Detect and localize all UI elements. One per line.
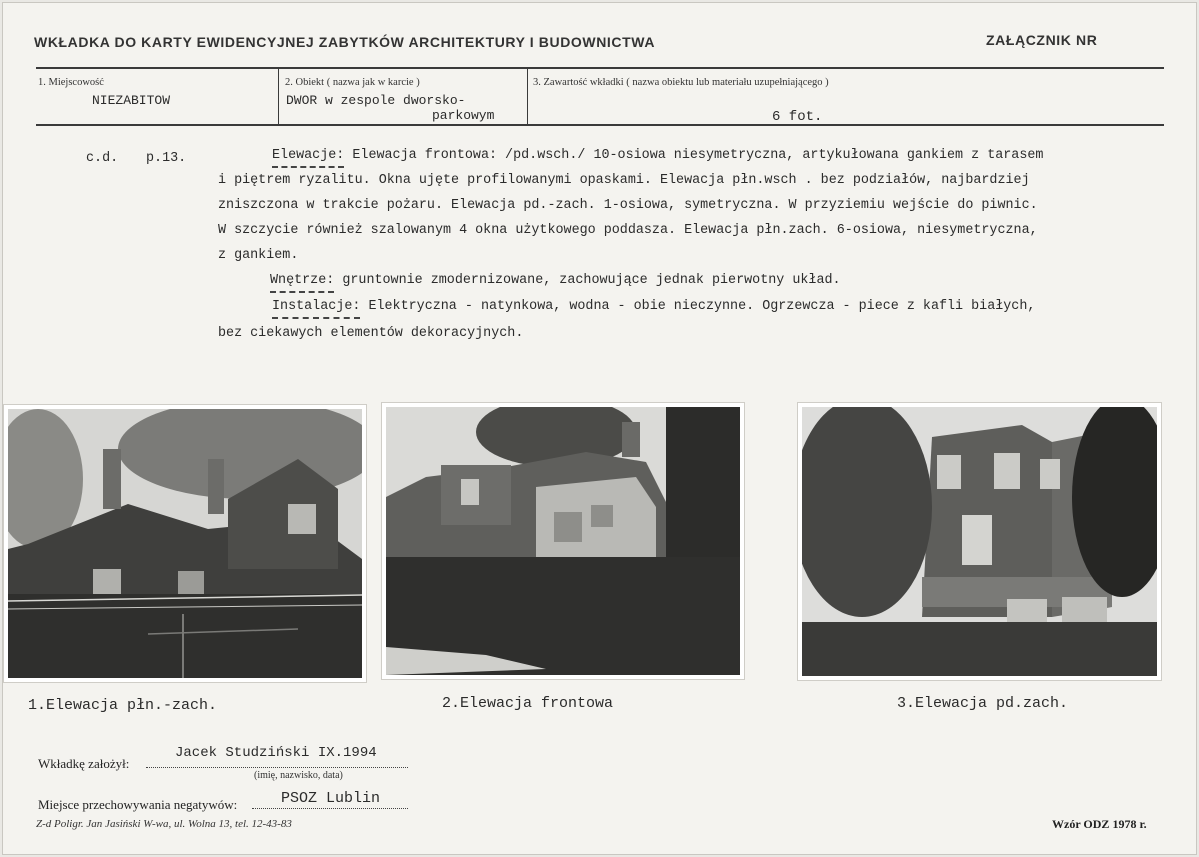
contents-value: 6 fot. bbox=[772, 109, 823, 125]
field-divider-1 bbox=[278, 69, 279, 125]
photo-1-image bbox=[8, 409, 362, 678]
created-by-hint: (imię, nazwisko, data) bbox=[254, 770, 343, 781]
fields-bottom-rule bbox=[36, 124, 1164, 126]
photo-2-frame bbox=[381, 402, 745, 680]
sheet-title: WKŁADKA DO KARTY EWIDENCYJNEJ ZABYTKÓW ARCHITEKTURY I BUDOWNICTWA bbox=[34, 34, 656, 50]
facade-text-1: Elewacja frontowa: /pd.wsch./ 10-osiowa niesymetryczna, artykułowana gankiem z tarasem bbox=[352, 148, 1044, 163]
negatives-label: Miejsce przechowywania negatywów: bbox=[38, 797, 238, 812]
facade-line-3: zniszczona w trakcie pożaru. Elewacja pd.-zach. 1-osiowa, symetryczna. W przyziemiu wejście do piwnic. bbox=[218, 198, 1038, 213]
ref-continued: c.d. bbox=[86, 151, 119, 166]
place-label: 1. Miejscowość bbox=[38, 77, 104, 88]
field-divider-2 bbox=[527, 69, 528, 125]
created-by-value: Jacek Studziński IX.1994 bbox=[175, 745, 377, 761]
photo-1-frame bbox=[3, 404, 367, 683]
annex-label: ZAŁĄCZNIK NR bbox=[986, 32, 1098, 48]
object-value-line-2: parkowym bbox=[432, 108, 495, 123]
photo-1-caption: 1.Elewacja płn.-zach. bbox=[28, 697, 218, 714]
install-text-1: Elektryczna - natynkowa, wodna - obie nieczynne. Ogrzewcza - piece z kafli białych, bbox=[368, 299, 1036, 314]
facade-heading: Elewacje: bbox=[272, 148, 345, 163]
interior-heading: Wnętrze: bbox=[270, 273, 335, 288]
place-value: NIEZABITOW bbox=[92, 93, 171, 108]
photo-3-image bbox=[802, 407, 1157, 676]
photo-3-caption: 3.Elewacja pd.zach. bbox=[897, 695, 1069, 712]
facade-line-2: i piętrem ryzalitu. Okna ujęte profilowanymi opaskami. Elewacja płn.wsch . bez podziałów, najbardziej bbox=[218, 173, 1030, 188]
contents-label: 3. Zawartość wkładki ( nazwa obiektu lub materiału uzupełniającego ) bbox=[533, 77, 829, 88]
negatives-dotline bbox=[252, 808, 408, 809]
ref-page: p.13. bbox=[146, 151, 187, 166]
photo-2-image bbox=[386, 407, 740, 675]
interior-line bbox=[270, 273, 841, 288]
negatives-value: PSOZ Lublin bbox=[281, 790, 381, 807]
facade-line-4: W szczycie również szalowanym 4 okna użytkowego poddasza. Elewacja płn.zach. 6-osiowa, niesymetryczna, bbox=[218, 223, 1038, 238]
printer-imprint: Z-d Poligr. Jan Jasiński W-wa, ul. Wolna 13, tel. 12-43-83 bbox=[36, 818, 292, 830]
created-by-dotline bbox=[146, 767, 408, 768]
object-value-line-1: DWOR w zespole dworsko- bbox=[286, 93, 466, 108]
facade-line-5: z gankiem. bbox=[218, 248, 299, 263]
top-rule bbox=[36, 67, 1164, 69]
interior-text: gruntownie zmodernizowane, zachowujące jednak pierwotny układ. bbox=[342, 273, 841, 288]
install-heading: Instalacje: bbox=[272, 299, 361, 314]
install-line-1 bbox=[272, 299, 1035, 314]
form-designation: Wzór ODZ 1978 r. bbox=[1052, 817, 1147, 831]
photo-3-frame bbox=[797, 402, 1162, 681]
facade-line-1 bbox=[272, 148, 1043, 163]
created-by-label: Wkładkę założył: bbox=[38, 756, 130, 771]
photo-2-caption: 2.Elewacja frontowa bbox=[442, 695, 614, 712]
object-label: 2. Obiekt ( nazwa jak w karcie ) bbox=[285, 77, 420, 88]
install-line-2: bez ciekawych elementów dekoracyjnych. bbox=[218, 326, 524, 341]
